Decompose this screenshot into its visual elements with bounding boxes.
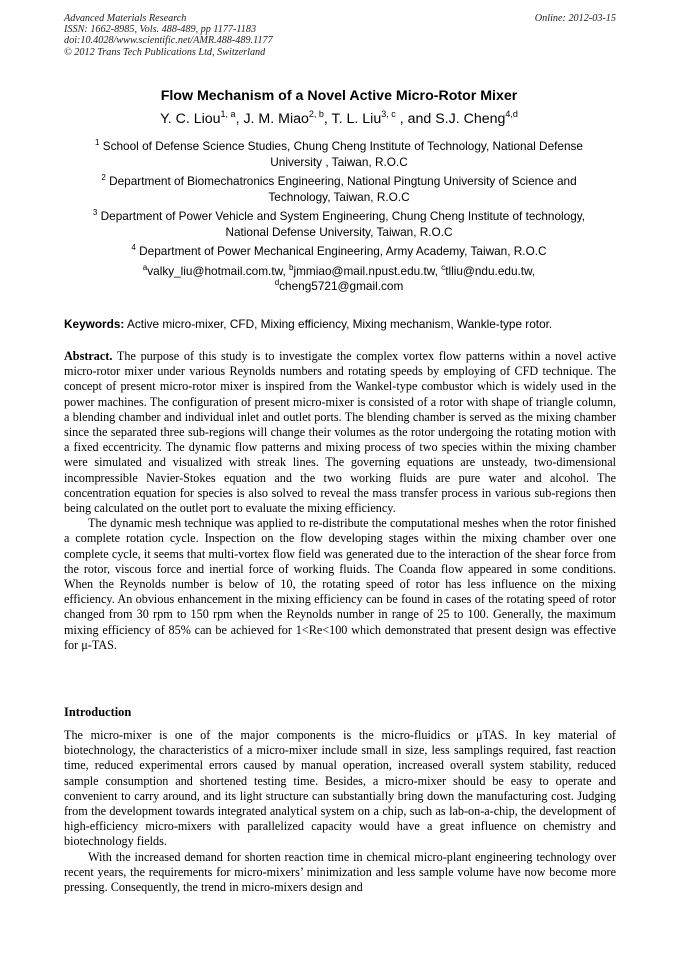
- affiliation-number: 4: [131, 243, 136, 252]
- introduction-section: [64, 728, 616, 895]
- email-b[interactable]: jmmiao@mail.npust.edu.tw,: [293, 264, 438, 278]
- abstract-section: [64, 349, 616, 653]
- keywords-text: Active micro-mixer, CFD, Mixing efficiency, Mixing mechanism, Wankle-type rotor.: [126, 317, 553, 331]
- keywords: [64, 317, 616, 331]
- email-superscript: d: [274, 278, 280, 287]
- affiliation-text: National Defense University, Taiwan, R.O.C: [225, 225, 453, 239]
- author-superscript: 3, c: [381, 109, 396, 119]
- abstract-paragraph-2: The dynamic mesh technique was applied to re-distribute the computational meshes when the rotor finished a complete rotation cycle. Inspection on the flow developing stages within the mixing chamber over one complete cycle, it seems that multi-vortex flow field was generated due to the interaction of the shear force from the rotor, viscous force and inertial force of working fluids. The Coanda flow appeared in some conditions. When the Reynolds number is below of 10, the rotating speed of rotor has less influence on the mixing efficiency. An obvious enhancement in the mixing efficiency can be found in cases of the rotating speed of rotor changed from 30 rpm to 150 rpm when the Reynolds number in range of 25 to 100. Generally, the maximum mixing efficiency of 85% can be achieved for 1<Re<100 which demonstrated that present design was effective for μ-TAS.: [64, 516, 616, 652]
- author-separator: , and: [395, 111, 436, 127]
- author-separator: ,: [235, 111, 244, 127]
- author-superscript: 1, a: [220, 109, 236, 119]
- affiliation-number: 3: [92, 208, 98, 217]
- email-superscript: a: [142, 263, 148, 272]
- doi-line: doi:10.4028/www.scientific.net/AMR.488-489.1177: [64, 35, 273, 47]
- affiliation-text: Technology, Taiwan, R.O.C: [268, 190, 410, 204]
- affiliation-text: University , Taiwan, R.O.C: [270, 155, 408, 169]
- author-superscript: 4,d: [505, 109, 518, 119]
- author-superscript: 2, b: [308, 109, 324, 119]
- affiliation-1: [66, 138, 612, 170]
- affiliation-text: Department of Power Mechanical Engineering, Army Academy, Taiwan, R.O.C: [139, 244, 547, 258]
- keywords-label: Keywords:: [64, 317, 125, 331]
- journal-name: Advanced Materials Research: [64, 13, 187, 24]
- email-a[interactable]: valky_liu@hotmail.com.tw,: [147, 264, 286, 278]
- author-name: S.J. Cheng: [435, 111, 506, 127]
- author-emails: [66, 264, 612, 294]
- issn-line: ISSN: 1662-8985, Vols. 488-489, pp 1177-1183: [64, 24, 257, 36]
- affiliation-4: [66, 243, 612, 259]
- affiliation-3: [66, 208, 612, 240]
- author-name: T. L. Liu: [331, 111, 382, 127]
- author-name: J. M. Miao: [243, 111, 309, 127]
- online-date: Online: 2012-03-15: [534, 13, 616, 24]
- abstract-paragraph-1: [64, 349, 616, 516]
- affiliation-number: 2: [101, 173, 106, 182]
- introduction-paragraph-1: The micro-mixer is one of the major components is the micro-fluidics or μTAS. In key material of biotechnology, the characteristics of a micro-mixer include small in size, less samplings required, fast reaction time, reduced experimental errors caused by manual operation, increased overall system stability, reduced sample consumption and shortened testing time. Besides, a micro-mixer should be easy to operate and convenient to carry around, and its light structure can substantially bring down the manufacturing cost. Judging from the development towards integrated analytical system on a chip, such as lab-on-a-chip, the development of high-efficiency micro-mixers with parallelized capacity would have a great influence on chemistry and biotechnology fields.: [64, 728, 616, 849]
- email-superscript: b: [289, 263, 294, 272]
- affiliation-text: Department of Biomechatronics Engineering, National Pingtung University of Science and: [109, 174, 577, 188]
- abstract-text: The purpose of this study is to investigate the complex vortex flow patterns within a novel active micro-rotor mixer under various Reynolds numbers and rotating speeds by employing of CFD technique. The concept of present micro-rotor mixer is inspired from the Wankel-type combustor which is widely used in the power machines. The configuration of present micro-mixer is consisted of a rotor with shape of triangle column, a blending chamber and individual inlet and outlet ports. The blending chamber is served as the mixing chamber since the separated three sub-regions will change their volumes as the rotor undergoing the rotating motion with a fixed eccentricity. The dynamic flow patterns and mixing process of two species within the mixing chamber were simulated and visualized with streak lines. The governing equations are unsteady, two-dimensional incompressible Navier-Stokes equation and the two working fluids are pure water and alcohol. The concentration equation for species is also solved to reveal the mass transfer process in various sub-regions then being calculated on the outlet port to evaluate the mixing efficiency.: [64, 349, 617, 516]
- affiliation-2: [66, 173, 612, 205]
- author-separator: ,: [323, 111, 332, 127]
- abstract-label: Abstract.: [64, 349, 113, 363]
- email-superscript: c: [441, 263, 446, 272]
- introduction-paragraph-2: With the increased demand for shorten reaction time in chemical micro-plant engineering technology over recent years, the requirements for micro-mixers’ minimization and less sample volume have now become more pressing. Consequently, the trend in micro-mixers design and: [64, 849, 616, 895]
- email-c[interactable]: tlliu@ndu.edu.tw,: [445, 264, 536, 278]
- email-d[interactable]: cheng5721@gmail.com: [279, 279, 404, 293]
- introduction-heading: Introduction: [64, 705, 132, 719]
- affiliation-text: Department of Power Vehicle and System Engineering, Chung Cheng Institute of technology,: [100, 209, 586, 223]
- copyright-line: © 2012 Trans Tech Publications Ltd, Switzerland: [64, 46, 266, 58]
- paper-title: Flow Mechanism of a Novel Active Micro-Rotor Mixer: [160, 88, 518, 104]
- journal-header: [64, 13, 616, 58]
- affiliation-text: School of Defense Science Studies, Chung Cheng Institute of Technology, National Defense: [102, 139, 583, 153]
- affiliation-number: 1: [95, 138, 100, 147]
- author-list: [0, 111, 678, 127]
- author-name: Y. C. Liou: [160, 111, 221, 127]
